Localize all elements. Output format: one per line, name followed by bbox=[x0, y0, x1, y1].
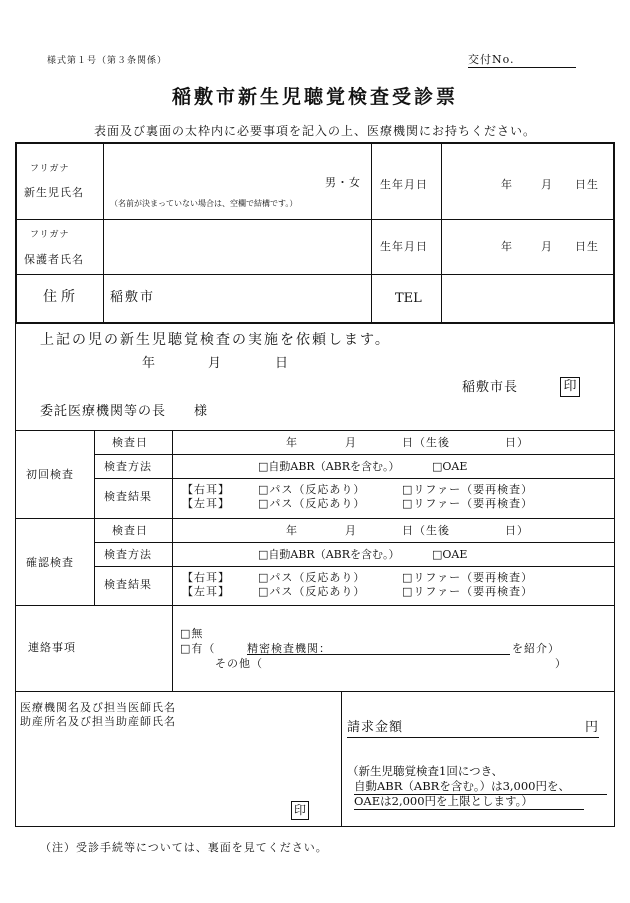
mayor-label: 稲敷市長 bbox=[462, 380, 519, 395]
furigana-label-guardian: フリガナ bbox=[30, 230, 70, 240]
address-value[interactable]: 稲敷市 bbox=[110, 290, 156, 305]
request-month: 月 bbox=[208, 356, 222, 371]
initial-left-refer-checkbox[interactable]: □リファー（要再検査） bbox=[402, 497, 534, 510]
initial-exam-label: 初回検査 bbox=[26, 468, 74, 481]
birth-month-guardian: 月 bbox=[541, 240, 553, 253]
name-note: （名前が決まっていない場合は、空欄で結構です。） bbox=[110, 199, 298, 208]
confirm-date-day: 日（生後 bbox=[402, 524, 450, 537]
confirm-right-pass-checkbox[interactable]: □パス（反応あり） bbox=[258, 571, 366, 584]
instruction-text: 表面及び裏面の太枠内に必要事項を記入の上、医療機関にお持ちください。 bbox=[93, 124, 536, 138]
billing-note-2: 自動ABR（ABRを含む。）は3,000円を、 bbox=[354, 781, 607, 795]
initial-left-ear-label: 【左耳】 bbox=[182, 497, 230, 510]
initial-method-label: 検査方法 bbox=[104, 460, 152, 473]
initial-date-year: 年 bbox=[286, 436, 298, 449]
initial-method-abr-checkbox[interactable]: □自動ABR（ABRを含む。） bbox=[258, 460, 400, 473]
contact-other-close: ） bbox=[555, 657, 567, 670]
tel-label: TEL bbox=[395, 291, 422, 306]
confirm-date-end: 日） bbox=[505, 524, 529, 537]
request-day: 日 bbox=[275, 356, 289, 371]
confirm-method-label: 検査方法 bbox=[104, 548, 152, 561]
request-text: 上記の児の新生児聴覚検査の実施を依頼します。 bbox=[40, 332, 391, 348]
initial-method-oae-checkbox[interactable]: □OAE bbox=[432, 460, 468, 473]
birth-day-newborn: 日生 bbox=[575, 178, 599, 191]
contact-label: 連絡事項 bbox=[28, 641, 76, 654]
confirm-right-ear-label: 【右耳】 bbox=[182, 571, 230, 584]
clinic-seal: 印 bbox=[291, 801, 309, 820]
midwife-label: 助産所名及び担当助産師氏名 bbox=[20, 715, 176, 728]
billing-label: 請求金額 bbox=[347, 720, 404, 735]
birth-label-newborn: 生年月日 bbox=[380, 178, 428, 191]
contact-other-label[interactable]: その他（ bbox=[215, 657, 263, 670]
footnote: （注）受診手続等については、裏面を見てください。 bbox=[40, 841, 328, 854]
birth-label-guardian: 生年月日 bbox=[380, 240, 428, 253]
initial-right-ear-label: 【右耳】 bbox=[182, 483, 230, 496]
initial-date-label: 検査日 bbox=[112, 436, 148, 449]
guardian-name-label: 保護者氏名 bbox=[24, 253, 84, 266]
confirm-right-refer-checkbox[interactable]: □リファー（要再検査） bbox=[402, 571, 534, 584]
confirm-method-oae-checkbox[interactable]: □OAE bbox=[432, 548, 468, 561]
mayor-seal: 印 bbox=[560, 377, 580, 397]
confirm-left-ear-label: 【左耳】 bbox=[182, 585, 230, 598]
gender-selector[interactable]: 男・女 bbox=[325, 176, 361, 189]
initial-date-end: 日） bbox=[505, 436, 529, 449]
referral-institution-field[interactable]: 精密検査機関： bbox=[247, 643, 510, 655]
contact-yes-checkbox[interactable]: □有（ bbox=[180, 642, 216, 655]
furigana-label-newborn: フリガナ bbox=[30, 164, 70, 174]
recipient-label: 委託医療機関等の長 様 bbox=[40, 404, 209, 419]
referral-intro-label: を紹介） bbox=[512, 642, 560, 655]
birth-year-guardian: 年 bbox=[501, 240, 513, 253]
form-number: 様式第１号（第３条関係） bbox=[47, 56, 168, 66]
receipt-number-field[interactable]: 交付No. bbox=[468, 54, 576, 68]
confirm-date-year: 年 bbox=[286, 524, 298, 537]
billing-yen: 円 bbox=[585, 720, 599, 735]
contact-none-checkbox[interactable]: □無 bbox=[180, 627, 204, 640]
applicant-box bbox=[15, 142, 615, 324]
initial-right-pass-checkbox[interactable]: □パス（反応あり） bbox=[258, 483, 366, 496]
clinic-doctor-label: 医療機関名及び担当医師氏名 bbox=[20, 701, 176, 714]
confirm-date-month: 月 bbox=[345, 524, 357, 537]
confirm-left-pass-checkbox[interactable]: □パス（反応あり） bbox=[258, 585, 366, 598]
confirm-method-abr-checkbox[interactable]: □自動ABR（ABRを含む。） bbox=[258, 548, 400, 561]
confirm-date-label: 検査日 bbox=[112, 524, 148, 537]
page-title: 稲敷市新生児聴覚検査受診票 bbox=[171, 86, 458, 108]
newborn-name-label: 新生児氏名 bbox=[24, 186, 84, 199]
confirm-left-refer-checkbox[interactable]: □リファー（要再検査） bbox=[402, 585, 534, 598]
request-year: 年 bbox=[142, 356, 156, 371]
billing-note-3: OAEは2,000円を上限とします。） bbox=[354, 796, 584, 810]
birth-day-guardian: 日生 bbox=[575, 240, 599, 253]
birth-month-newborn: 月 bbox=[541, 178, 553, 191]
confirm-exam-label: 確認検査 bbox=[26, 556, 74, 569]
address-label: 住所 bbox=[43, 289, 79, 305]
confirm-result-label: 検査結果 bbox=[104, 578, 152, 591]
initial-date-month: 月 bbox=[345, 436, 357, 449]
initial-result-label: 検査結果 bbox=[104, 490, 152, 503]
birth-year-newborn: 年 bbox=[501, 178, 513, 191]
billing-note-1: （新生児聴覚検査1回につき、 bbox=[347, 764, 504, 778]
initial-date-day: 日（生後 bbox=[402, 436, 450, 449]
initial-right-refer-checkbox[interactable]: □リファー（要再検査） bbox=[402, 483, 534, 496]
initial-left-pass-checkbox[interactable]: □パス（反応あり） bbox=[258, 497, 366, 510]
